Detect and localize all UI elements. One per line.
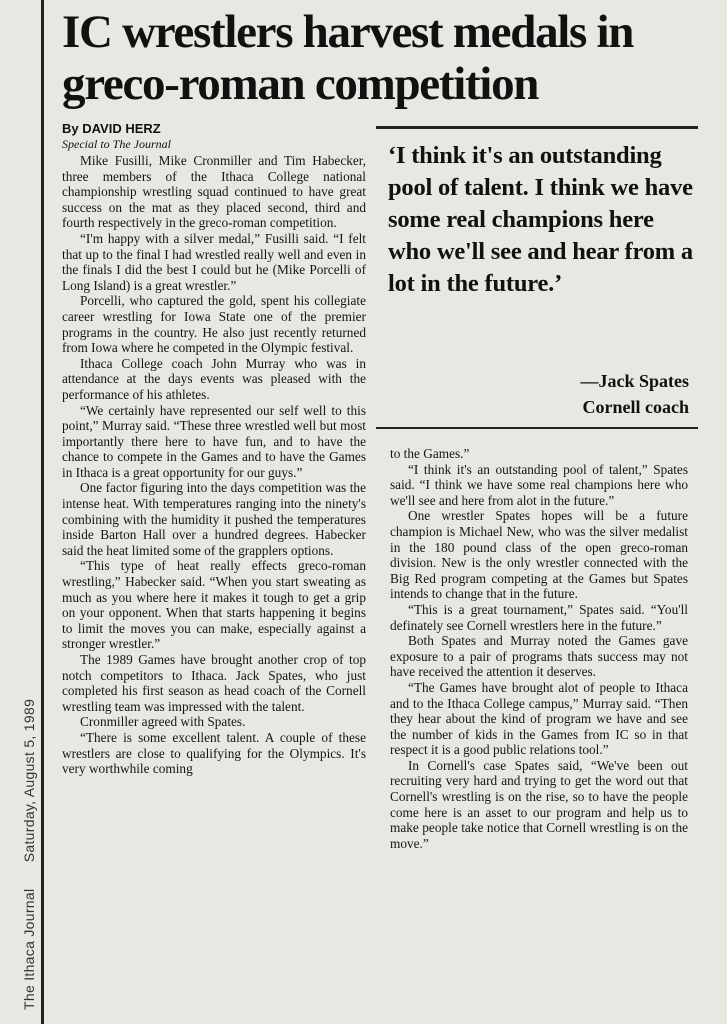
paragraph: Ithaca College coach John Murray who was in attendance at the days events was pleased with the performance of his athletes. [62,355,366,402]
paragraph: “This type of heat really effects greco-roman wrestling,” Habecker said. “When you start sweating as much as you where here it makes it tough to get a grip on your opponent. When that starts happening it begins to limit the moves you can make, especially against a stronger wrestler.” [62,558,366,652]
headline: IC wrestlers harvest medals in greco-roman competition [62,6,634,110]
paragraph: “There is some excellent talent. A couple of these wrestlers are close to qualifying for the Olympics. It's very worthwhile coming [62,729,366,777]
pull-quote: ‘I think it's an outstanding pool of talent. I think we have some real champions here who we'll see and hear from a lot in the future.’ [388,142,693,297]
paragraph: In Cornell's case Spates said, “We've been out recruiting very hard and trying to get the word out that Cornell's wrestling is on the rise, so to have the people come here is an asset to our program and help us to make people take notice that Cornell wrestling is on the move.” [390,757,688,851]
pull-quote-top-rule [376,126,698,129]
byline: By DAVID HERZ [62,121,161,136]
paragraph: One factor figuring into the days competition was the intense heat. With temperatures ranging into the ninety's combining with the humidity it pushed the temperatures inside Barton Hall over a hundred degrees. Habecker said the heat limited some of the grapplers options. [62,480,366,558]
paragraph: “We certainly have represented our self well to this point,” Murray said. “These three wrestled well but most importantly there here to have fun, and to have the chance to compete in the Games and to have the Games in Ithaca is a great opportunity for our guys.” [62,402,366,480]
paragraph: “I think it's an outstanding pool of talent,” Spates said. “I think we have some real champions here who we'll see and here from alot in the future.” [390,461,688,508]
publication-date: Saturday, August 5, 1989 [21,698,37,863]
paragraph: Mike Fusilli, Mike Cronmiller and Tim Habecker, three members of the Ithaca College national championship wrestling squad continued to have great success on the mat as they placed second, third and fourth respectively in the greco-roman competition. [62,153,366,231]
column-rule [41,0,44,1024]
paragraph: Both Spates and Murray noted the Games gave exposure to a pair of programs thats success may not have received the attention it deserves. [390,633,688,680]
article-column-left [62,153,366,777]
paragraph: “I'm happy with a silver medal,” Fusilli said. “I felt that up to the final I had wrestled really well and even in the finals I did the best I could but he (Mike Porcelli of Long Island) is a great wrestler.” [62,230,366,293]
paragraph: to the Games.” [390,446,470,461]
page-footer-label [21,699,37,1010]
paragraph: Porcelli, who captured the gold, spent his collegiate career wrestling for Iowa State one of the premier programs in the country. He also just recently returned from Iowa where he competed in the Olympic festival. [62,293,366,356]
paragraph: “The Games have brought alot of people to Ithaca and to the Ithaca College campus,” Murray said. “Then they hear about the kind of program we have and see the number of kids in the Games from IC so in that respect it is a good public relations tool.” [390,679,688,758]
attribution-title: Cornell coach [582,397,689,417]
paragraph: One wrestler Spates hopes will be a future champion is Michael New, who was the silver medalist in the 180 pound class of the open greco-roman division. New is the only wrestler connected with the Big Red program competing at the Games but Spates intends to change that in the future. [390,508,688,602]
pull-quote-bottom-rule [376,427,698,429]
article-column-right [390,446,688,851]
paragraph: “This is a great tournament,” Spates said. “You'll definately see Cornell wrestlers here in the future.” [390,601,688,633]
credit-line: Special to The Journal [62,137,171,151]
paragraph: The 1989 Games have brought another crop of top notch competitors to Ithaca. Jack Spates, who just completed his first season as head coach of the Cornell wrestling team was impressed with the talent. [62,652,366,714]
pull-quote-attribution [580,368,689,420]
paragraph: Cronmiller agreed with Spates. [80,714,246,730]
attribution-name: —Jack Spates [580,371,689,391]
publication-name: The Ithaca Journal [21,888,37,1010]
